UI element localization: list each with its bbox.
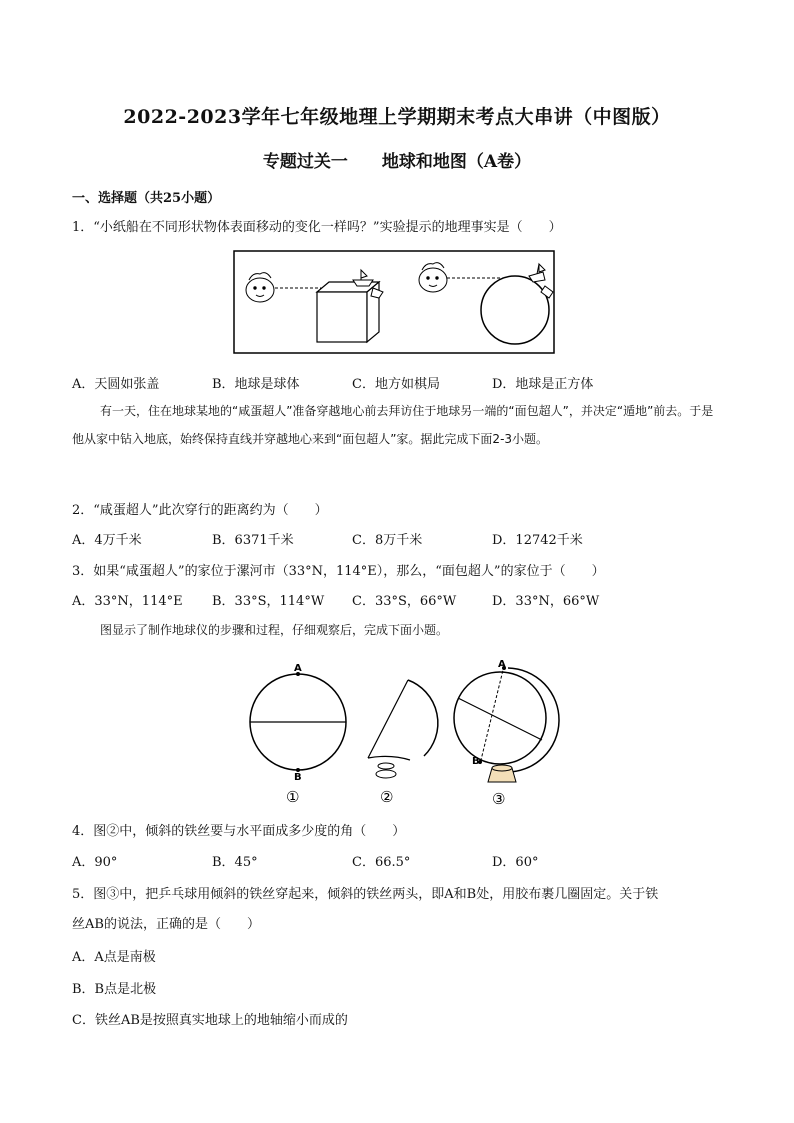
q4-option-b: B．45° [212, 855, 258, 870]
figure-paper-boat-experiment [233, 250, 555, 354]
figure1-label-b: B [294, 772, 302, 783]
q2-option-b: B．6371千米 [212, 533, 294, 548]
question-5-stem-line1: 5．图③中，把乒乓球用倾斜的铁丝穿起来，倾斜的铁丝两头，即A和B处，用胶布裹几圈固定。关于铁 [72, 887, 659, 902]
cube-shape [317, 282, 379, 342]
page-subtitle: 专题过关一 地球和地图（A卷） [262, 152, 532, 172]
figure-number-3: ③ [492, 790, 506, 808]
figure3-label-a: A [498, 660, 506, 670]
figure-number-2: ② [380, 788, 394, 806]
q4-option-c: C．66.5° [352, 855, 411, 870]
question-4-stem: 4．图②中，倾斜的铁丝要与水平面成多少度的角（ ） [72, 824, 406, 839]
q1-option-b: B．地球是球体 [212, 377, 300, 392]
page-title: 2022-2023学年七年级地理上学期期末考点大串讲（中图版） [123, 106, 671, 128]
section-heading: 一、选择题（共25小题） [72, 191, 221, 206]
q1-option-d: D．地球是正方体 [492, 377, 594, 392]
q4-option-d: D．60° [492, 855, 539, 870]
question-5-stem-line2: 丝AB的说法，正确的是（ ） [72, 917, 260, 932]
q5-option-c: C．铁丝AB是按照真实地球上的地轴缩小而成的 [72, 1013, 348, 1028]
figure3-label-b: B [472, 756, 480, 767]
q3-option-d: D．33°N，66°W [492, 594, 600, 609]
sphere-shape [481, 276, 549, 344]
q4-option-a: A．90° [72, 855, 118, 870]
q2-option-c: C．8万千米 [352, 533, 423, 548]
figure-number-1: ① [286, 788, 300, 806]
question-1-stem: 1．“小纸船在不同形状物体表面移动的变化一样吗？”实验提示的地理事实是（ ） [72, 220, 562, 235]
q2-option-d: D．12742千米 [492, 533, 583, 548]
q3-option-b: B．33°S，114°W [212, 594, 325, 609]
q1-option-a: A．天圆如张盖 [72, 377, 160, 392]
q3-option-c: C．33°S，66°W [352, 594, 457, 609]
q2-option-a: A．4万千米 [72, 533, 142, 548]
figure1-label-a: A [294, 663, 302, 674]
figure-globe-making [240, 660, 560, 810]
question-3-stem: 3．如果“咸蛋超人”的家位于漯河市（33°N，114°E），那么，“面包超人”的家位于（ ） [72, 564, 605, 579]
reading-passage-1: 有一天，住在地球某地的“咸蛋超人”准备穿越地心前去拜访住于地球另一端的“面包超人”，并决定“遁地”前去。于是他从家中钻入地底，始终保持直线并穿越地心来到“面包超人”家。据此完成下面2-3小题。 [72, 404, 714, 446]
question-2-stem: 2．“咸蛋超人”此次穿行的距离约为（ ） [72, 503, 328, 518]
q5-option-b: B．B点是北极 [72, 982, 157, 997]
reading-passage-2: 图显示了制作地球仪的步骤和过程，仔细观察后，完成下面小题。 [100, 623, 449, 637]
q5-option-a: A．A点是南极 [72, 950, 156, 965]
q3-option-a: A．33°N，114°E [72, 594, 183, 609]
q1-option-c: C．地方如棋局 [352, 377, 440, 392]
